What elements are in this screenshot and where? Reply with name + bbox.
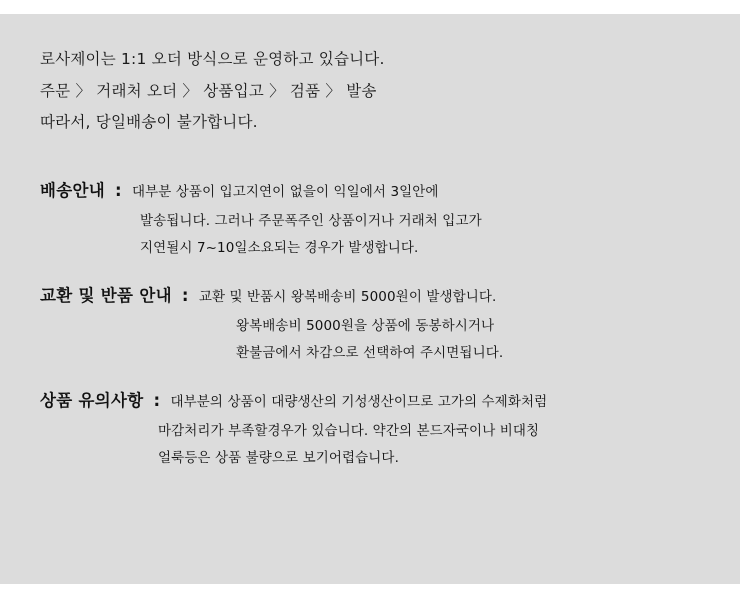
section-exchange-return-title: 교환 및 반품 안내	[40, 285, 172, 305]
section-shipping-info	[40, 177, 700, 256]
section-exchange-return	[40, 282, 700, 361]
section-product-notes	[40, 387, 700, 466]
section-shipping-info-separator: :	[115, 180, 122, 200]
section-product-notes-head	[40, 387, 700, 411]
section-shipping-info-line-2: 지연될시 7~10일소요되는 경우가 발생합니다.	[140, 240, 419, 256]
section-exchange-return-lead: 교환 및 반품시 왕복배송비 5000원이 발생합니다.	[198, 288, 497, 305]
section-shipping-info-line-1: 발송됩니다. 그러나 주문폭주인 상품이거나 거래처 입고가	[140, 212, 482, 229]
intro-line-2: 주문 〉 거래처 오더 〉 상품입고 〉 검품 〉 발송	[40, 81, 377, 100]
section-product-notes-separator: :	[153, 390, 161, 410]
section-exchange-return-line-2: 환불금에서 차감으로 선택하여 주시면됩니다.	[236, 345, 504, 361]
section-exchange-return-line-1: 왕복배송비 5000원을 상품에 동봉하시거나	[236, 317, 495, 334]
section-product-notes-line-2: 얼룩등은 상품 불량으로 보기어렵습니다.	[158, 450, 399, 466]
section-shipping-info-lead: 대부분 상품이 입고지연이 없을이 익일에서 3일안에	[131, 183, 439, 200]
intro-block	[40, 52, 700, 131]
shipping-notice-panel	[0, 14, 740, 584]
section-product-notes-title: 상품 유의사항	[40, 390, 144, 410]
section-product-notes-line-1: 마감처리가 부족할경우가 있습니다. 약간의 본드자국이나 비대칭	[158, 422, 540, 439]
intro-line-3: 따라서, 당일배송이 불가합니다.	[40, 113, 258, 131]
section-exchange-return-separator: :	[181, 285, 189, 305]
intro-line-1: 로사제이는 1:1 오더 방식으로 운영하고 있습니다.	[40, 50, 385, 68]
section-product-notes-lead: 대부분의 상품이 대량생산의 기성생산이므로 고가의 수제화처럼	[170, 393, 548, 410]
section-exchange-return-head	[40, 282, 700, 306]
section-shipping-info-title: 배송안내	[40, 180, 105, 200]
section-shipping-info-head	[40, 177, 700, 201]
